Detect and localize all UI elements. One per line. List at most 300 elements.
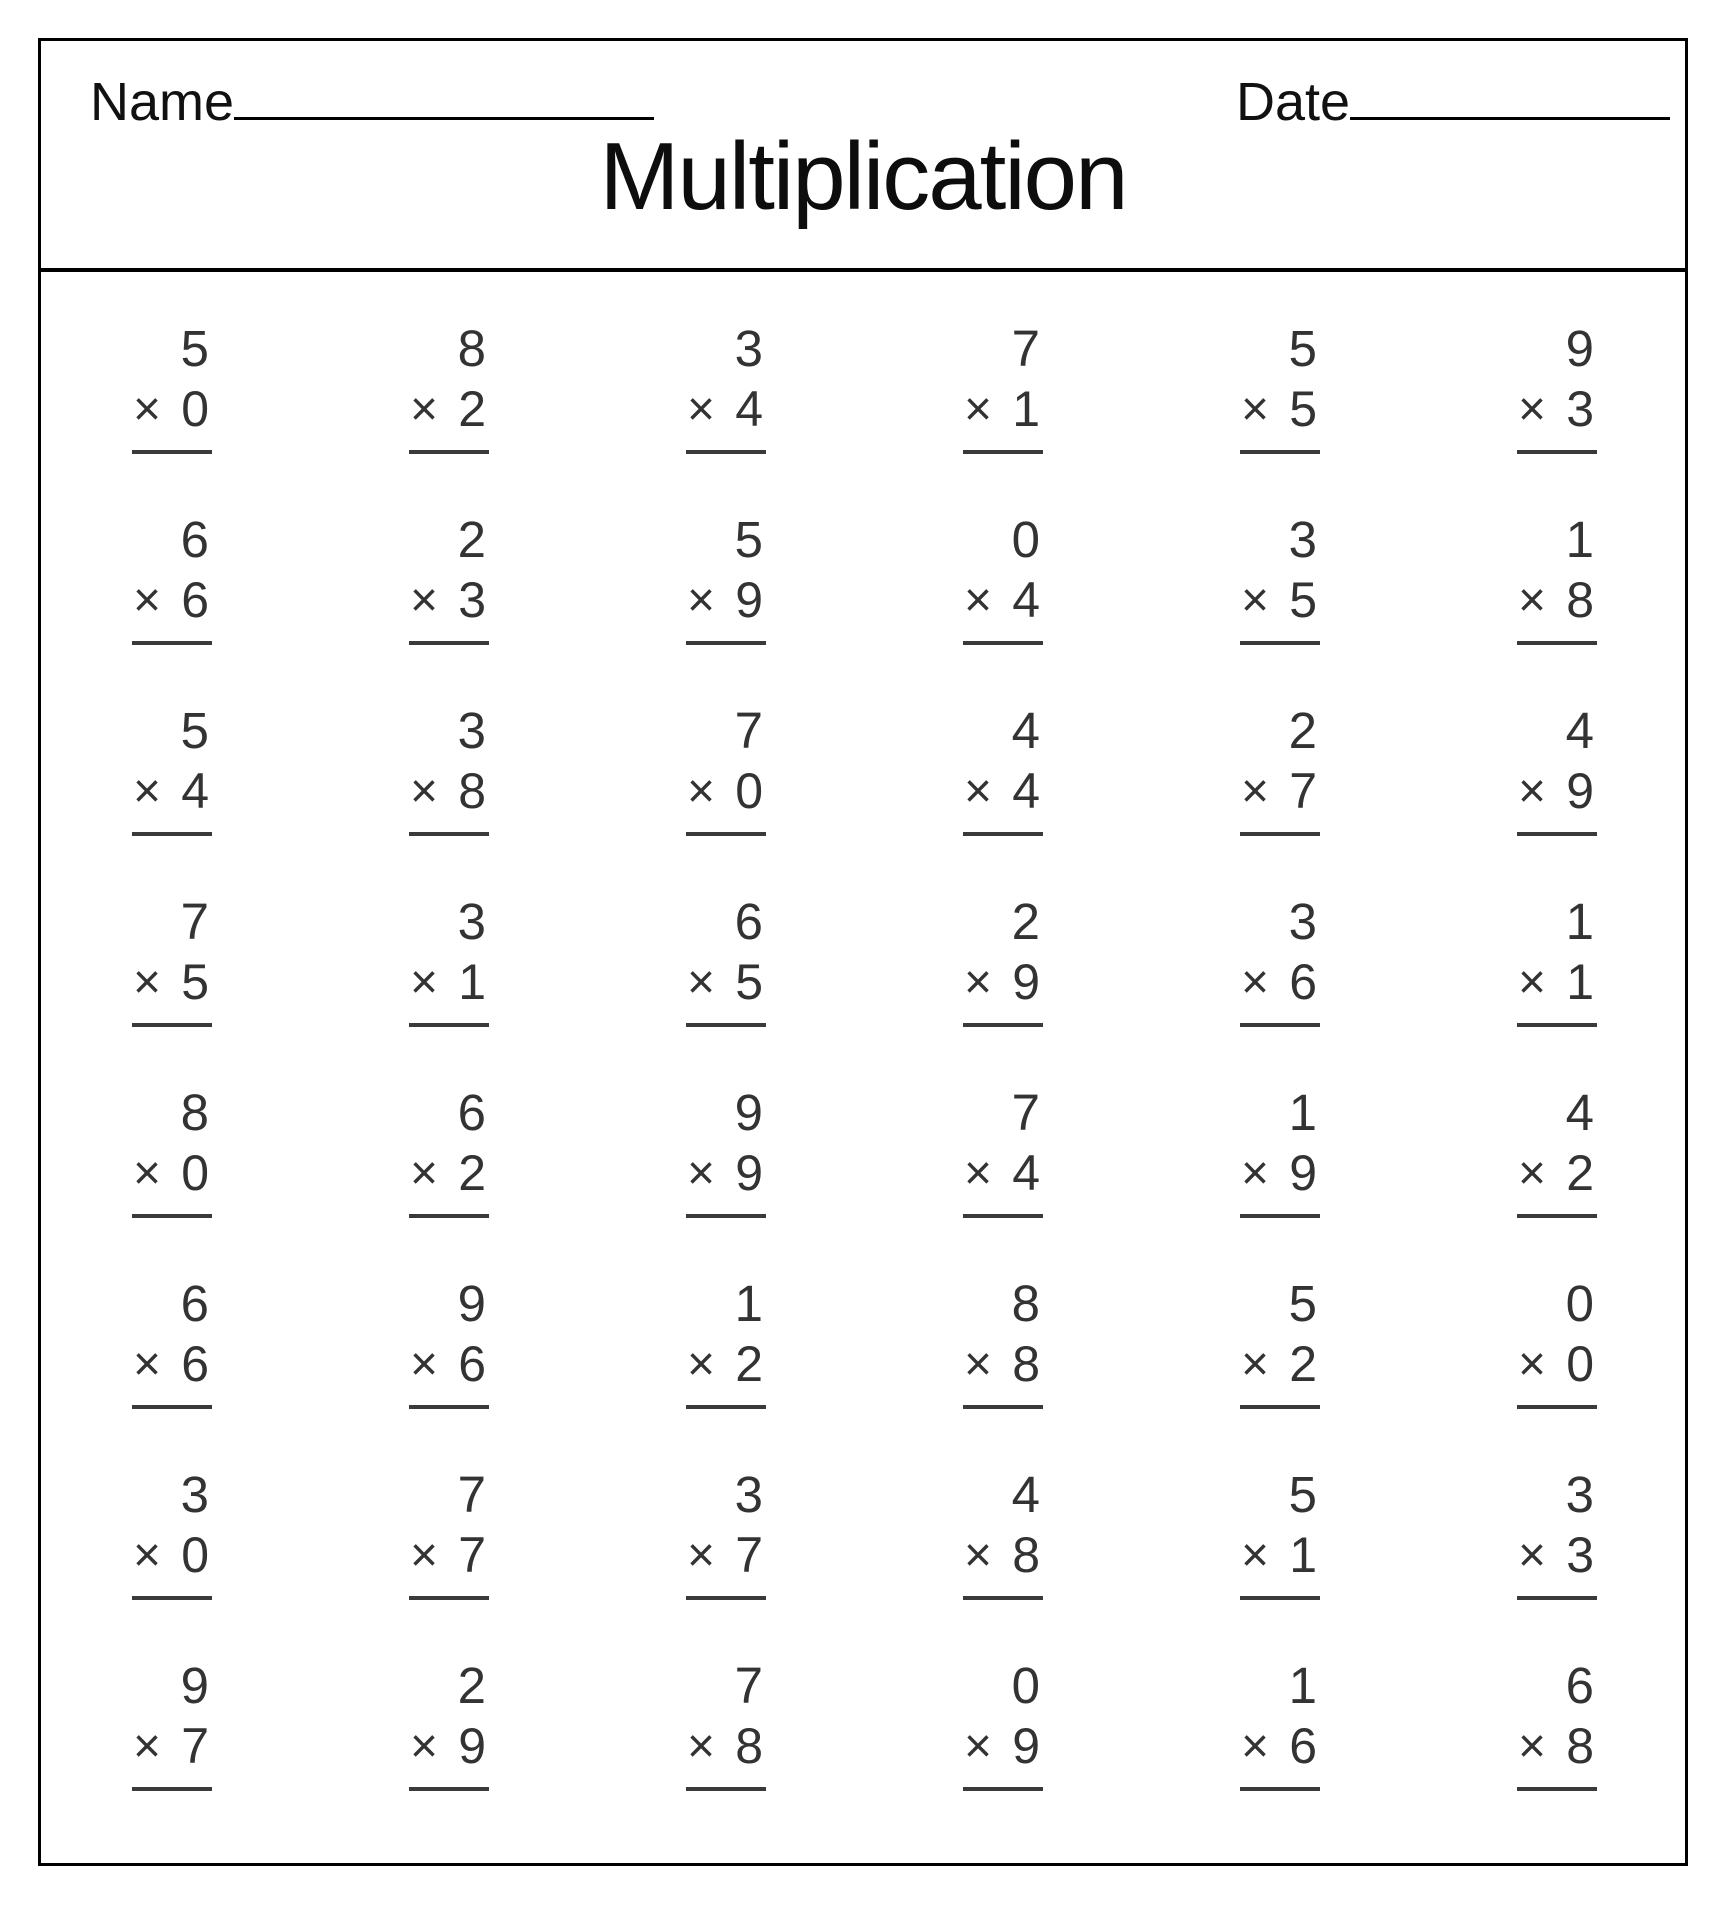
times-sign: × <box>1241 1147 1270 1200</box>
operator-row <box>1240 1718 1320 1774</box>
operator-row <box>686 572 766 628</box>
date-blank-line <box>1350 117 1670 120</box>
answer-blank-line <box>963 450 1043 454</box>
multiplication-problem <box>1240 1657 1320 1791</box>
top-operand: 3 <box>457 893 486 950</box>
bottom-operand: 6 <box>181 1336 209 1392</box>
answer-blank-line <box>409 1405 489 1409</box>
operator-row <box>409 1527 489 1583</box>
answer-blank-line <box>1517 1023 1597 1027</box>
top-operand: 6 <box>1565 1657 1594 1714</box>
problem-cell <box>132 845 409 1036</box>
answer-blank-line <box>686 641 766 645</box>
bottom-operand: 9 <box>735 1145 763 1201</box>
answer-blank-line <box>686 1596 766 1600</box>
multiplication-problem <box>686 320 766 454</box>
problem-cell <box>963 654 1240 845</box>
problem-cell <box>1240 272 1517 463</box>
top-operand: 7 <box>180 893 209 950</box>
top-operand: 3 <box>734 1466 763 1523</box>
bottom-operand: 0 <box>1566 1336 1594 1392</box>
times-sign: × <box>1241 1720 1270 1773</box>
top-operand: 9 <box>180 1657 209 1714</box>
times-sign: × <box>964 1338 993 1391</box>
top-operand: 2 <box>1288 702 1317 759</box>
top-operand: 2 <box>457 511 486 568</box>
problem-cell <box>963 463 1240 654</box>
problem-cell <box>1240 654 1517 845</box>
multiplication-problem <box>686 702 766 836</box>
multiplication-problem <box>409 893 489 1027</box>
problem-cell <box>1517 654 1685 845</box>
answer-blank-line <box>1517 1214 1597 1218</box>
bottom-operand: 2 <box>458 381 486 437</box>
answer-blank-line <box>1240 450 1320 454</box>
answer-blank-line <box>132 832 212 836</box>
top-operand: 4 <box>1565 702 1594 759</box>
operator-row <box>132 1336 212 1392</box>
problem-cell <box>409 272 686 463</box>
times-sign: × <box>687 765 716 818</box>
multiplication-problem <box>132 320 212 454</box>
top-operand: 9 <box>457 1275 486 1332</box>
date-label: Date <box>1236 72 1351 132</box>
multiplication-problem <box>1517 702 1597 836</box>
multiplication-problem <box>409 320 489 454</box>
problem-cell <box>1240 463 1517 654</box>
top-operand: 4 <box>1011 1466 1040 1523</box>
top-operand: 1 <box>734 1275 763 1332</box>
operator-row <box>686 381 766 437</box>
answer-blank-line <box>132 1405 212 1409</box>
times-sign: × <box>133 765 162 818</box>
multiplication-problem <box>1240 511 1320 645</box>
multiplication-problem <box>963 1084 1043 1218</box>
answer-blank-line <box>1517 1787 1597 1791</box>
multiplication-problem <box>1517 1084 1597 1218</box>
times-sign: × <box>687 1338 716 1391</box>
multiplication-problem <box>1240 1084 1320 1218</box>
operator-row <box>1240 954 1320 1010</box>
multiplication-problem <box>963 1657 1043 1791</box>
problem-cell <box>409 1227 686 1418</box>
operator-row <box>686 1527 766 1583</box>
multiplication-problem <box>963 511 1043 645</box>
problem-cell <box>1517 1036 1685 1227</box>
bottom-operand: 8 <box>1012 1527 1040 1583</box>
times-sign: × <box>964 956 993 1009</box>
answer-blank-line <box>409 1787 489 1791</box>
times-sign: × <box>133 1338 162 1391</box>
bottom-operand: 1 <box>1012 381 1040 437</box>
multiplication-problem <box>963 702 1043 836</box>
multiplication-problem <box>132 1275 212 1409</box>
operator-row <box>1240 1145 1320 1201</box>
problem-cell <box>1240 1609 1517 1800</box>
operator-row <box>409 954 489 1010</box>
multiplication-problem <box>686 1084 766 1218</box>
problem-cell <box>132 1227 409 1418</box>
bottom-operand: 2 <box>735 1336 763 1392</box>
times-sign: × <box>133 1147 162 1200</box>
multiplication-problem <box>963 1275 1043 1409</box>
problem-cell <box>1240 845 1517 1036</box>
times-sign: × <box>133 1529 162 1582</box>
top-operand: 5 <box>180 702 209 759</box>
bottom-operand: 8 <box>1566 1718 1594 1774</box>
times-sign: × <box>410 1529 439 1582</box>
top-operand: 4 <box>1011 702 1040 759</box>
times-sign: × <box>410 956 439 1009</box>
bottom-operand: 8 <box>458 763 486 819</box>
answer-blank-line <box>963 1023 1043 1027</box>
operator-row <box>1517 381 1597 437</box>
bottom-operand: 0 <box>181 381 209 437</box>
multiplication-problem <box>409 1275 489 1409</box>
times-sign: × <box>410 1147 439 1200</box>
operator-row <box>963 572 1043 628</box>
bottom-operand: 7 <box>735 1527 763 1583</box>
times-sign: × <box>964 1720 993 1773</box>
bottom-operand: 9 <box>1289 1145 1317 1201</box>
bottom-operand: 1 <box>1566 954 1594 1010</box>
top-operand: 2 <box>1011 893 1040 950</box>
answer-blank-line <box>1240 1214 1320 1218</box>
top-operand: 3 <box>1288 893 1317 950</box>
operator-row <box>963 1527 1043 1583</box>
operator-row <box>963 1718 1043 1774</box>
top-operand: 6 <box>734 893 763 950</box>
top-operand: 7 <box>734 702 763 759</box>
times-sign: × <box>1518 1720 1547 1773</box>
top-operand: 9 <box>1565 320 1594 377</box>
problem-cell <box>1517 1227 1685 1418</box>
multiplication-problem <box>1517 1466 1597 1600</box>
page-title: Multiplication <box>599 123 1127 230</box>
problem-cell <box>132 1418 409 1609</box>
answer-blank-line <box>132 1214 212 1218</box>
times-sign: × <box>964 383 993 436</box>
problem-cell <box>132 1036 409 1227</box>
problem-cell <box>963 1036 1240 1227</box>
problem-cell <box>686 845 963 1036</box>
multiplication-problem <box>686 893 766 1027</box>
bottom-operand: 9 <box>735 572 763 628</box>
operator-row <box>1517 1718 1597 1774</box>
bottom-operand: 3 <box>1566 381 1594 437</box>
top-operand: 1 <box>1565 893 1594 950</box>
bottom-operand: 9 <box>1012 954 1040 1010</box>
answer-blank-line <box>132 1596 212 1600</box>
answer-blank-line <box>1517 641 1597 645</box>
top-operand: 1 <box>1565 511 1594 568</box>
problem-cell <box>409 1418 686 1609</box>
times-sign: × <box>687 1720 716 1773</box>
operator-row <box>132 763 212 819</box>
worksheet-header <box>41 41 1685 272</box>
answer-blank-line <box>132 450 212 454</box>
answer-blank-line <box>1240 1596 1320 1600</box>
multiplication-problem <box>409 1466 489 1600</box>
answer-blank-line <box>1240 1787 1320 1791</box>
bottom-operand: 3 <box>458 572 486 628</box>
operator-row <box>409 1145 489 1201</box>
operator-row <box>409 381 489 437</box>
operator-row <box>409 572 489 628</box>
times-sign: × <box>133 956 162 1009</box>
times-sign: × <box>1518 1147 1547 1200</box>
answer-blank-line <box>1517 1596 1597 1600</box>
name-field <box>90 72 654 132</box>
operator-row <box>686 1718 766 1774</box>
operator-row <box>1240 1336 1320 1392</box>
multiplication-problem <box>1517 320 1597 454</box>
times-sign: × <box>410 574 439 627</box>
answer-blank-line <box>1240 641 1320 645</box>
top-operand: 5 <box>1288 320 1317 377</box>
problem-cell <box>409 463 686 654</box>
top-operand: 1 <box>1288 1657 1317 1714</box>
answer-blank-line <box>963 1405 1043 1409</box>
name-blank-line <box>234 117 654 120</box>
top-operand: 3 <box>734 320 763 377</box>
top-operand: 1 <box>1288 1084 1317 1141</box>
problem-cell <box>963 1418 1240 1609</box>
top-operand: 5 <box>1288 1275 1317 1332</box>
times-sign: × <box>964 1529 993 1582</box>
problem-cell <box>132 1609 409 1800</box>
problem-cell <box>1240 1036 1517 1227</box>
times-sign: × <box>1241 383 1270 436</box>
problem-cell <box>1240 1227 1517 1418</box>
multiplication-problem <box>409 702 489 836</box>
problem-cell <box>409 1609 686 1800</box>
operator-row <box>1240 1527 1320 1583</box>
problem-cell <box>1517 463 1685 654</box>
times-sign: × <box>1241 765 1270 818</box>
operator-row <box>132 954 212 1010</box>
top-operand: 3 <box>1288 511 1317 568</box>
operator-row <box>132 1527 212 1583</box>
times-sign: × <box>1241 1529 1270 1582</box>
problem-cell <box>409 654 686 845</box>
times-sign: × <box>1518 1529 1547 1582</box>
answer-blank-line <box>409 641 489 645</box>
operator-row <box>132 1145 212 1201</box>
problem-cell <box>963 845 1240 1036</box>
operator-row <box>1240 572 1320 628</box>
bottom-operand: 8 <box>735 1718 763 1774</box>
times-sign: × <box>964 574 993 627</box>
problems-grid <box>41 272 1685 1800</box>
multiplication-problem <box>1240 1466 1320 1600</box>
times-sign: × <box>687 1147 716 1200</box>
problem-cell <box>132 654 409 845</box>
bottom-operand: 7 <box>1289 763 1317 819</box>
multiplication-problem <box>686 511 766 645</box>
multiplication-problem <box>963 320 1043 454</box>
answer-blank-line <box>963 641 1043 645</box>
problem-cell <box>963 1609 1240 1800</box>
multiplication-problem <box>963 893 1043 1027</box>
top-operand: 5 <box>1288 1466 1317 1523</box>
operator-row <box>1517 1145 1597 1201</box>
times-sign: × <box>1241 1338 1270 1391</box>
answer-blank-line <box>132 1023 212 1027</box>
top-operand: 2 <box>457 1657 486 1714</box>
times-sign: × <box>1518 956 1547 1009</box>
times-sign: × <box>133 574 162 627</box>
date-field <box>1236 72 1670 132</box>
multiplication-problem <box>132 1084 212 1218</box>
answer-blank-line <box>686 1023 766 1027</box>
multiplication-problem <box>686 1275 766 1409</box>
multiplication-problem <box>1517 1657 1597 1791</box>
answer-blank-line <box>1517 1405 1597 1409</box>
times-sign: × <box>687 383 716 436</box>
problem-cell <box>686 1227 963 1418</box>
answer-blank-line <box>686 832 766 836</box>
operator-row <box>132 381 212 437</box>
bottom-operand: 0 <box>181 1145 209 1201</box>
bottom-operand: 4 <box>735 381 763 437</box>
operator-row <box>1517 572 1597 628</box>
bottom-operand: 6 <box>181 572 209 628</box>
problem-cell <box>1517 1609 1685 1800</box>
times-sign: × <box>133 1720 162 1773</box>
top-operand: 6 <box>457 1084 486 1141</box>
bottom-operand: 0 <box>735 763 763 819</box>
times-sign: × <box>133 383 162 436</box>
bottom-operand: 1 <box>1289 1527 1317 1583</box>
answer-blank-line <box>1517 450 1597 454</box>
worksheet-frame <box>38 38 1688 1866</box>
times-sign: × <box>1518 1338 1547 1391</box>
problem-cell <box>1240 1418 1517 1609</box>
operator-row <box>409 1336 489 1392</box>
problem-cell <box>1517 272 1685 463</box>
operator-row <box>1240 381 1320 437</box>
answer-blank-line <box>1240 1023 1320 1027</box>
top-operand: 0 <box>1011 1657 1040 1714</box>
bottom-operand: 6 <box>1289 1718 1317 1774</box>
answer-blank-line <box>1517 832 1597 836</box>
top-operand: 5 <box>734 511 763 568</box>
times-sign: × <box>687 574 716 627</box>
answer-blank-line <box>686 1214 766 1218</box>
bottom-operand: 0 <box>181 1527 209 1583</box>
bottom-operand: 5 <box>1289 381 1317 437</box>
multiplication-problem <box>409 1084 489 1218</box>
times-sign: × <box>410 1720 439 1773</box>
problem-cell <box>409 845 686 1036</box>
multiplication-problem <box>963 1466 1043 1600</box>
top-operand: 7 <box>1011 1084 1040 1141</box>
top-operand: 7 <box>457 1466 486 1523</box>
bottom-operand: 2 <box>1566 1145 1594 1201</box>
multiplication-problem <box>132 702 212 836</box>
answer-blank-line <box>686 450 766 454</box>
times-sign: × <box>1518 383 1547 436</box>
problem-cell <box>1517 845 1685 1036</box>
bottom-operand: 4 <box>1012 572 1040 628</box>
operator-row <box>963 954 1043 1010</box>
answer-blank-line <box>963 1596 1043 1600</box>
multiplication-problem <box>1240 320 1320 454</box>
multiplication-problem <box>686 1466 766 1600</box>
top-operand: 0 <box>1565 1275 1594 1332</box>
operator-row <box>1240 763 1320 819</box>
answer-blank-line <box>686 1405 766 1409</box>
bottom-operand: 2 <box>458 1145 486 1201</box>
problem-cell <box>1517 1418 1685 1609</box>
bottom-operand: 6 <box>1289 954 1317 1010</box>
times-sign: × <box>964 765 993 818</box>
problem-cell <box>686 1609 963 1800</box>
answer-blank-line <box>963 1787 1043 1791</box>
bottom-operand: 2 <box>1289 1336 1317 1392</box>
multiplication-problem <box>132 1466 212 1600</box>
operator-row <box>1517 763 1597 819</box>
operator-row <box>963 1145 1043 1201</box>
operator-row <box>132 572 212 628</box>
top-operand: 5 <box>180 320 209 377</box>
multiplication-problem <box>409 511 489 645</box>
operator-row <box>686 954 766 1010</box>
top-operand: 8 <box>1011 1275 1040 1332</box>
operator-row <box>963 763 1043 819</box>
bottom-operand: 4 <box>1012 763 1040 819</box>
multiplication-problem <box>132 893 212 1027</box>
answer-blank-line <box>132 641 212 645</box>
bottom-operand: 1 <box>458 954 486 1010</box>
top-operand: 3 <box>457 702 486 759</box>
top-operand: 7 <box>1011 320 1040 377</box>
times-sign: × <box>410 1338 439 1391</box>
bottom-operand: 5 <box>735 954 763 1010</box>
top-operand: 9 <box>734 1084 763 1141</box>
bottom-operand: 8 <box>1566 572 1594 628</box>
operator-row <box>686 763 766 819</box>
bottom-operand: 5 <box>1289 572 1317 628</box>
operator-row <box>1517 954 1597 1010</box>
times-sign: × <box>687 956 716 1009</box>
answer-blank-line <box>409 450 489 454</box>
bottom-operand: 7 <box>181 1718 209 1774</box>
operator-row <box>409 763 489 819</box>
bottom-operand: 9 <box>1566 763 1594 819</box>
bottom-operand: 4 <box>1012 1145 1040 1201</box>
times-sign: × <box>410 383 439 436</box>
bottom-operand: 9 <box>1012 1718 1040 1774</box>
problem-cell <box>963 272 1240 463</box>
problem-cell <box>409 1036 686 1227</box>
bottom-operand: 3 <box>1566 1527 1594 1583</box>
answer-blank-line <box>1240 1405 1320 1409</box>
times-sign: × <box>1518 574 1547 627</box>
operator-row <box>963 1336 1043 1392</box>
answer-blank-line <box>409 832 489 836</box>
operator-row <box>686 1336 766 1392</box>
bottom-operand: 9 <box>458 1718 486 1774</box>
multiplication-problem <box>1240 702 1320 836</box>
top-operand: 3 <box>1565 1466 1594 1523</box>
bottom-operand: 8 <box>1012 1336 1040 1392</box>
answer-blank-line <box>1240 832 1320 836</box>
operator-row <box>409 1718 489 1774</box>
multiplication-problem <box>1240 1275 1320 1409</box>
bottom-operand: 5 <box>181 954 209 1010</box>
